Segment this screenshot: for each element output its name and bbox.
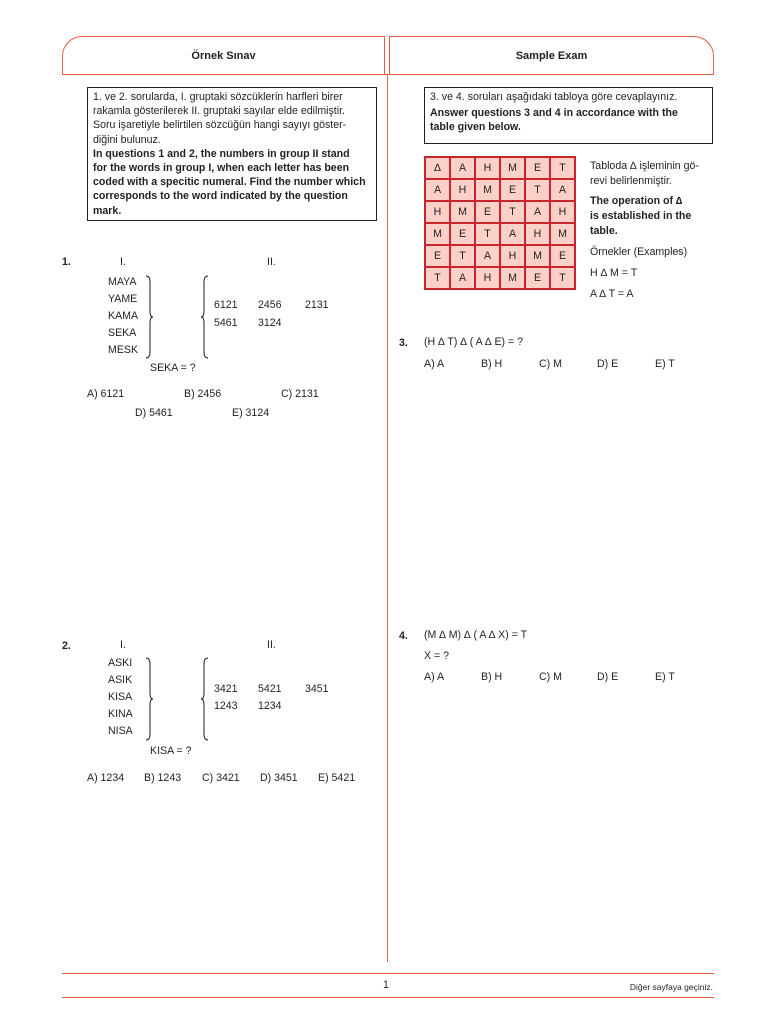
example-1: H ∆ M = T — [590, 267, 638, 279]
question-1-option-e[interactable]: E) 3124 — [232, 407, 270, 419]
question-1-number-option: 3124 — [258, 317, 282, 329]
question-2-word: ASIK — [108, 674, 133, 686]
question-3-number: 3. — [399, 337, 408, 349]
table-cell: A — [425, 179, 450, 201]
instructions-turkish-line-2: rakamla gösterilerek II. gruptaki sayılar elde edilmiştir. — [93, 105, 345, 118]
question-4-prompt-2: X = ? — [424, 650, 450, 662]
question-1-word: YAME — [108, 293, 138, 305]
instructions-right-box — [424, 87, 713, 144]
table-cell: M — [475, 179, 500, 201]
question-1-number-option: 5461 — [214, 317, 238, 329]
table-cell: A — [450, 157, 475, 179]
question-2-option-b[interactable]: B) 1243 — [144, 772, 182, 784]
table-cell: T — [425, 267, 450, 289]
table-cell: A — [525, 201, 550, 223]
table-cell: M — [450, 201, 475, 223]
instructions-english-line-4: corresponds to the word indicated by the question — [93, 190, 348, 203]
question-2-option-d[interactable]: D) 3451 — [260, 772, 298, 784]
instructions-english-line-2: for the words in group I, when each letter has been — [93, 162, 350, 175]
instructions-turkish-line-3: Soru işaretiyle belirtilen sözcüğün hangi sayıyı göster- — [93, 119, 347, 132]
question-4-option-e[interactable]: E) T — [655, 671, 675, 683]
question-3-option-e[interactable]: E) T — [655, 358, 675, 370]
question-2-number: 2. — [62, 640, 71, 652]
table-cell: H — [500, 245, 525, 267]
question-2-word: KISA — [108, 691, 133, 703]
table-cell: T — [500, 201, 525, 223]
question-4-option-d[interactable]: D) E — [597, 671, 619, 683]
table-cell: E — [450, 223, 475, 245]
instructions-right-english-line-2: table given below. — [430, 121, 521, 134]
question-1-number: 1. — [62, 256, 71, 268]
question-1-number-option: 2456 — [258, 299, 282, 311]
table-cell: T — [525, 179, 550, 201]
question-2-number-option: 1234 — [258, 700, 282, 712]
table-cell: E — [525, 267, 550, 289]
question-1-group-ii-label: II. — [267, 256, 276, 268]
table-cell: M — [425, 223, 450, 245]
question-1-left-brace — [200, 274, 210, 360]
question-4-number: 4. — [399, 630, 408, 642]
table-cell: A — [450, 267, 475, 289]
question-2-number-option: 5421 — [258, 683, 282, 695]
question-1-word: MAYA — [108, 276, 137, 288]
instructions-right-english-line-1: Answer questions 3 and 4 in accordance with the — [430, 107, 678, 120]
table-description-turkish-line-1: Tabloda ∆ işleminin gö- — [590, 160, 699, 172]
next-page-note: Diğer sayfaya geçiniz. — [629, 982, 713, 992]
question-1-word: MESK — [108, 344, 139, 356]
instructions-english-line-5: mark. — [93, 204, 122, 217]
instructions-turkish-line-4: diğini bulunuz. — [93, 133, 161, 146]
table-cell: T — [450, 245, 475, 267]
table-cell: ∆ — [425, 157, 450, 179]
table-cell: M — [500, 267, 525, 289]
question-3-prompt: (H ∆ T) ∆ ( A ∆ E) = ? — [424, 336, 524, 348]
question-3-option-d[interactable]: D) E — [597, 358, 619, 370]
instructions-turkish-line-1: 1. ve 2. sorularda, I. gruptaki sözcüklerin harfleri birer — [93, 91, 343, 103]
question-2-word: ASKI — [108, 657, 133, 669]
instructions-english-line-3: coded with a specitic numeral. Find the number which — [93, 176, 366, 189]
instructions-english-line-1: In questions 1 and 2, the numbers in group II stand — [93, 147, 350, 160]
question-1-number-option: 6121 — [214, 299, 238, 311]
question-4-option-c[interactable]: C) M — [539, 671, 562, 683]
table-cell: H — [550, 201, 575, 223]
page-number: 1 — [383, 979, 389, 991]
operation-table — [424, 156, 576, 290]
table-description-english-line-2: is established in the — [590, 210, 692, 222]
table-cell: E — [475, 201, 500, 223]
question-3-option-a[interactable]: A) A — [424, 358, 445, 370]
question-2-number-option: 3451 — [305, 683, 329, 695]
table-cell: A — [500, 223, 525, 245]
question-3-option-c[interactable]: C) M — [539, 358, 562, 370]
header-right-title: Sample Exam — [389, 36, 714, 74]
question-4-option-b[interactable]: B) H — [481, 671, 503, 683]
table-cell: A — [475, 245, 500, 267]
question-1-number-option: 2131 — [305, 299, 329, 311]
table-cell: E — [425, 245, 450, 267]
table-cell: A — [550, 179, 575, 201]
question-2-option-a[interactable]: A) 1234 — [87, 772, 125, 784]
question-1-option-d[interactable]: D) 5461 — [135, 407, 173, 419]
column-divider — [387, 74, 388, 962]
table-cell: H — [450, 179, 475, 201]
table-cell: H — [425, 201, 450, 223]
table-cell: T — [550, 157, 575, 179]
table-cell: T — [475, 223, 500, 245]
question-4-prompt: (M ∆ M) ∆ ( A ∆ X) = T — [424, 629, 528, 641]
question-2-option-c[interactable]: C) 3421 — [202, 772, 240, 784]
table-cell: H — [475, 157, 500, 179]
table-cell: E — [500, 179, 525, 201]
question-2-number-option: 1243 — [214, 700, 238, 712]
question-2-group-i-label: I. — [120, 639, 126, 651]
footer-bottom-rule — [62, 997, 714, 998]
question-1-right-brace — [144, 274, 154, 360]
table-cell: T — [550, 267, 575, 289]
example-2: A ∆ T = A — [590, 288, 634, 300]
table-cell: H — [475, 267, 500, 289]
examples-title: Örnekler (Examples) — [590, 246, 688, 258]
footer-top-rule — [62, 973, 714, 974]
question-2-word-list — [108, 655, 133, 740]
table-cell: E — [550, 245, 575, 267]
table-cell: M — [500, 157, 525, 179]
table-cell: E — [525, 157, 550, 179]
question-2-prompt: KISA = ? — [150, 745, 192, 757]
instructions-left-box — [87, 87, 377, 221]
question-3-option-b[interactable]: B) H — [481, 358, 503, 370]
instructions-right-turkish: 3. ve 4. soruları aşağıdaki tabloya göre cevaplayınız. — [430, 91, 678, 103]
question-2-left-brace — [200, 656, 210, 742]
question-1-option-b[interactable]: B) 2456 — [184, 388, 222, 400]
question-4-option-a[interactable]: A) A — [424, 671, 445, 683]
header-left-title: Örnek Sınav — [62, 36, 385, 74]
question-2-option-e[interactable]: E) 5421 — [318, 772, 356, 784]
question-1-word: SEKA — [108, 327, 137, 339]
table-cell: M — [525, 245, 550, 267]
table-description-english-line-1: The operation of ∆ — [590, 195, 683, 207]
table-description-english-line-3: table. — [590, 225, 618, 237]
table-cell: H — [525, 223, 550, 245]
question-2-word: NISA — [108, 725, 133, 737]
question-2-right-brace — [144, 656, 154, 742]
question-1-prompt: SEKA = ? — [150, 362, 196, 374]
table-description — [590, 159, 713, 302]
question-1-option-c[interactable]: C) 2131 — [281, 388, 319, 400]
question-1-option-a[interactable]: A) 6121 — [87, 388, 125, 400]
table-cell: M — [550, 223, 575, 245]
question-2-group-ii-label: II. — [267, 639, 276, 651]
table-description-turkish-line-2: revi belirlenmiştir. — [590, 175, 672, 187]
question-1-word: KAMA — [108, 310, 139, 322]
question-1-word-list — [108, 274, 138, 359]
question-2-word: KINA — [108, 708, 133, 720]
question-1-group-i-label: I. — [120, 256, 126, 268]
question-2-number-option: 3421 — [214, 683, 238, 695]
